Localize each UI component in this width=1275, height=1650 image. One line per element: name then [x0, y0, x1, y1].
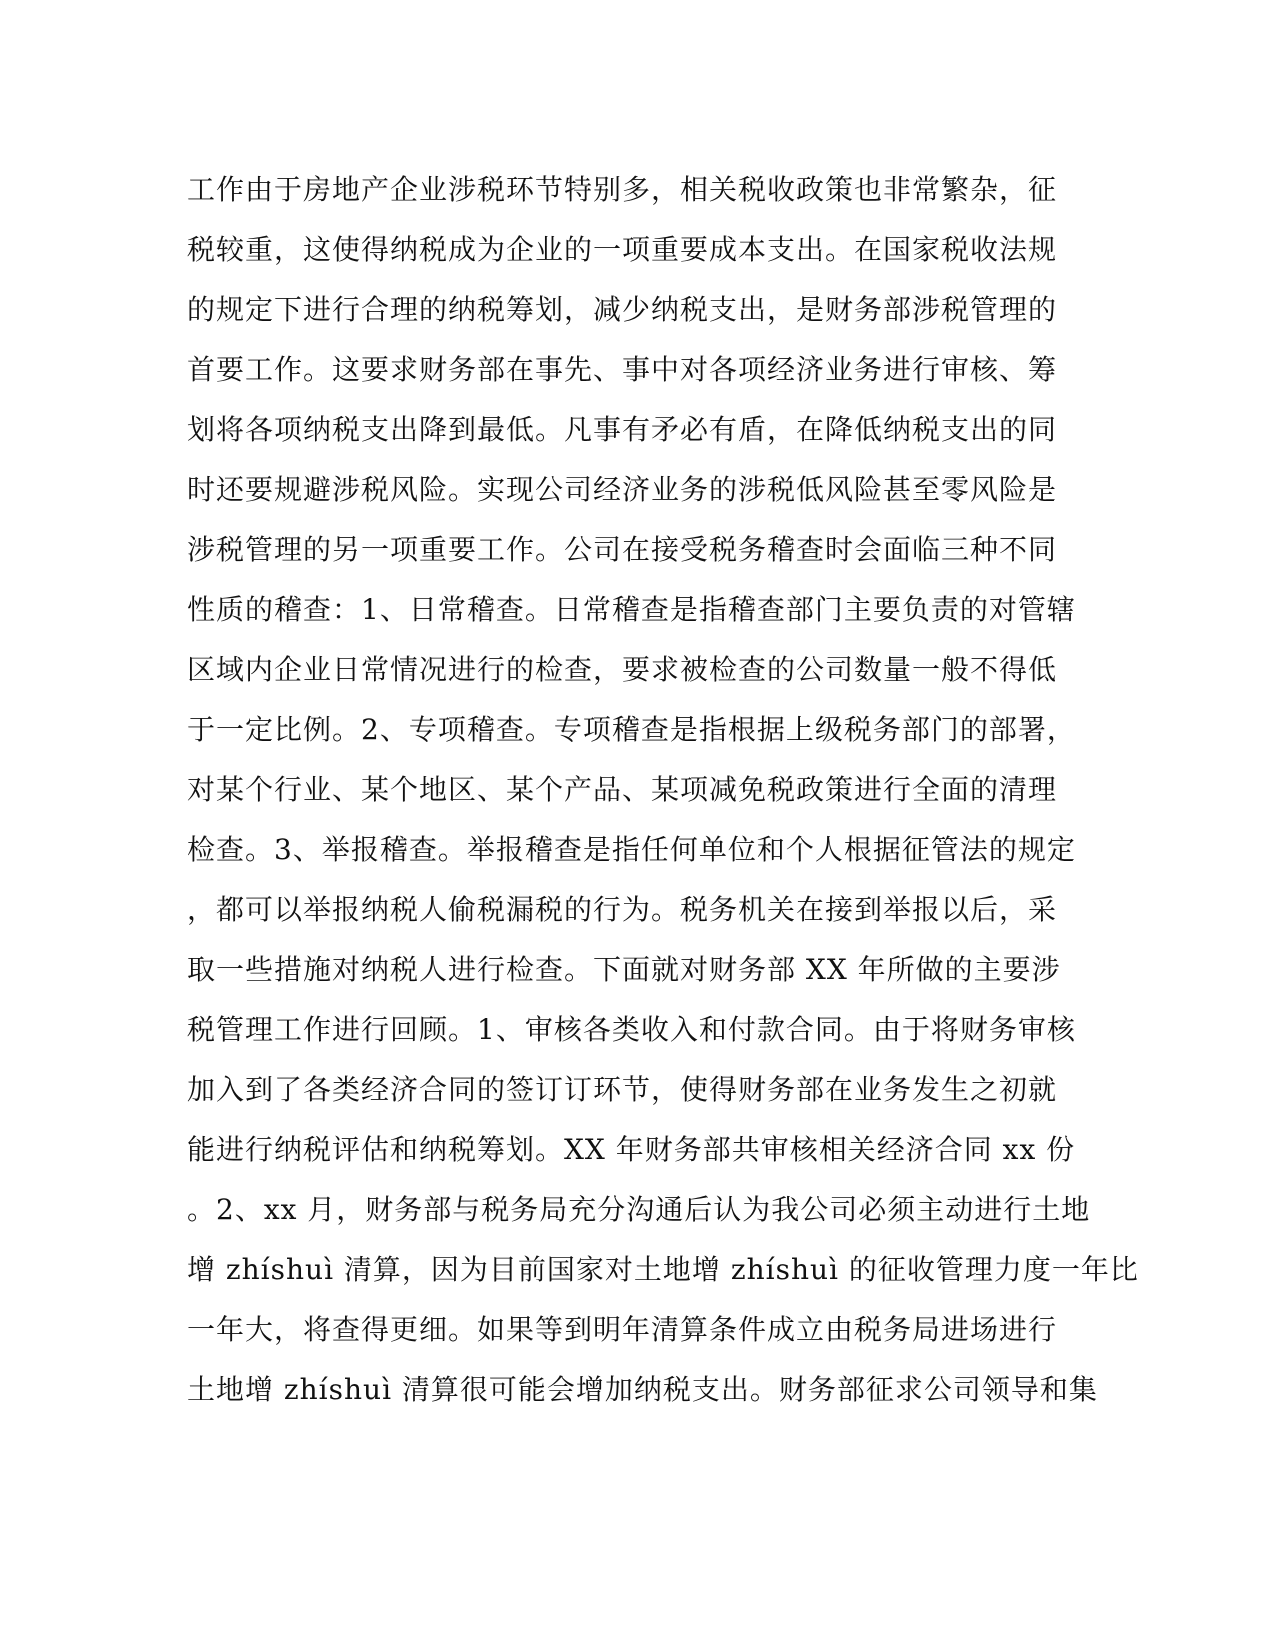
text-line: 税管理工作进行回顾。1、审核各类收入和付款合同。由于将财务审核: [187, 1013, 1076, 1046]
text-line: 涉税管理的另一项重要工作。公司在接受税务稽查时会面临三种不同: [187, 533, 1058, 566]
text-line: 对某个行业、某个地区、某个产品、某项减免税政策进行全面的清理: [187, 773, 1058, 806]
text-line: 的规定下进行合理的纳税筹划，减少纳税支出，是财务部涉税管理的: [187, 293, 1058, 326]
text-line: 首要工作。这要求财务部在事先、事中对各项经济业务进行审核、筹: [187, 353, 1058, 386]
text-line: 性质的稽查：1、日常稽查。日常稽查是指稽查部门主要负责的对管辖: [187, 593, 1076, 626]
text-line: 于一定比例。2、专项稽查。专项稽查是指根据上级税务部门的部署，: [187, 713, 1076, 746]
text-line: 一年大，将查得更细。如果等到明年清算条件成立由税务局进场进行: [187, 1313, 1058, 1346]
text-line: 区域内企业日常情况进行的检查，要求被检查的公司数量一般不得低: [187, 653, 1058, 686]
text-line: 土地增 zhíshuì 清算很可能会增加纳税支出。财务部征求公司领导和集: [187, 1373, 1098, 1406]
text-line: 工作由于房地产企业涉税环节特别多，相关税收政策也非常繁杂，征: [187, 173, 1058, 206]
text-line: 检查。3、举报稽查。举报稽查是指任何单位和个人根据征管法的规定: [187, 833, 1076, 866]
text-line: ，都可以举报纳税人偷税漏税的行为。税务机关在接到举报以后，采: [187, 893, 1058, 926]
text-line: 时还要规避涉税风险。实现公司经济业务的涉税低风险甚至零风险是: [187, 473, 1058, 506]
text-line: 划将各项纳税支出降到最低。凡事有矛必有盾，在降低纳税支出的同: [187, 413, 1058, 446]
text-line: 增 zhíshuì 清算，因为目前国家对土地增 zhíshuì 的征收管理力度一年比: [187, 1253, 1139, 1286]
text-line: 能进行纳税评估和纳税筹划。XX 年财务部共审核相关经济合同 xx 份: [187, 1133, 1076, 1166]
body-text: [187, 160, 1139, 1420]
text-line: 加入到了各类经济合同的签订订环节，使得财务部在业务发生之初就: [187, 1073, 1058, 1106]
text-line: 取一些措施对纳税人进行检查。下面就对财务部 XX 年所做的主要涉: [187, 953, 1061, 986]
text-line: 。2、xx 月，财务部与税务局充分沟通后认为我公司必须主动进行土地: [187, 1193, 1091, 1226]
text-line: 税较重，这使得纳税成为企业的一项重要成本支出。在国家税收法规: [187, 233, 1058, 266]
